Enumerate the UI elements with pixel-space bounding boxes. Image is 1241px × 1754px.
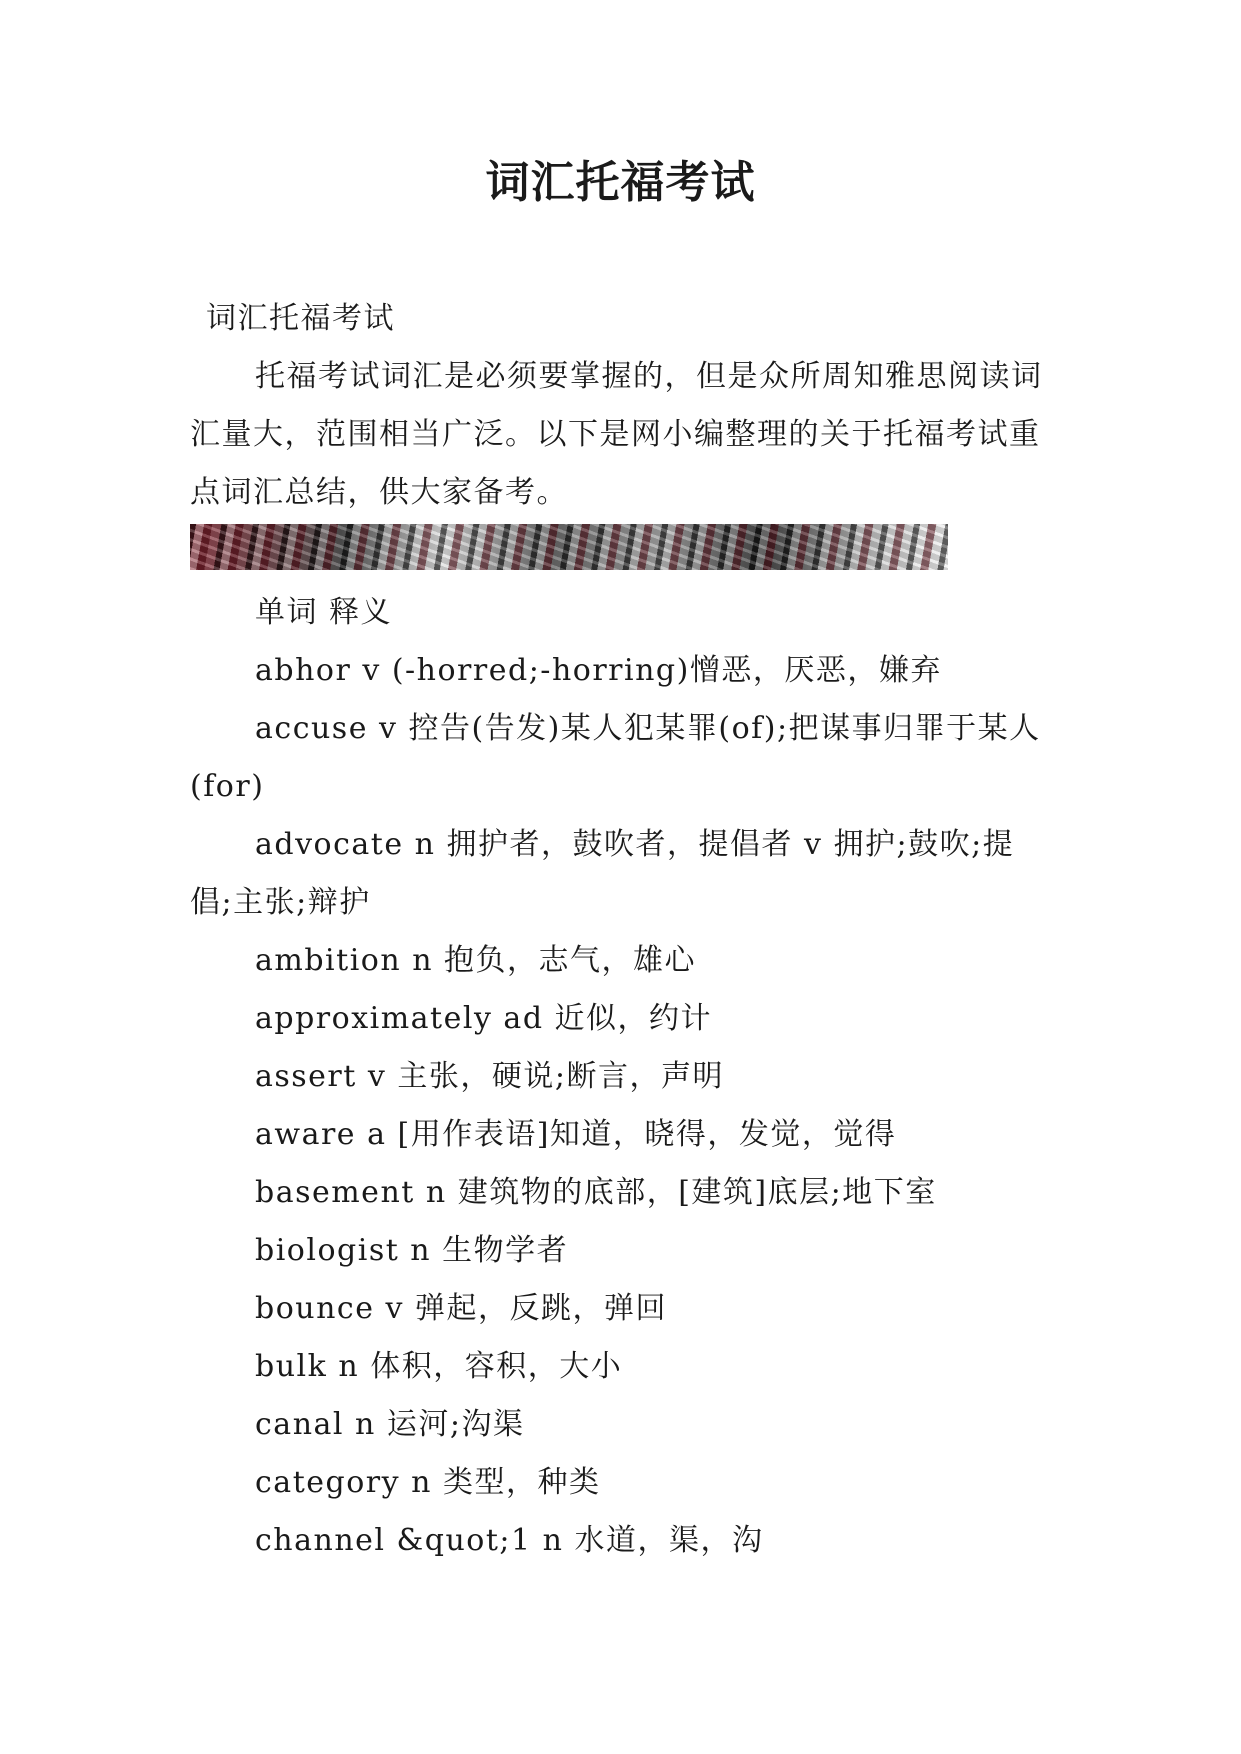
- vocab-entry-assert: assert v 主张，硬说;断言，声明: [255, 1059, 724, 1094]
- vocab-entry-biologist: biologist n 生物学者: [255, 1233, 569, 1268]
- table-header: 单词 释义: [255, 595, 393, 630]
- vocab-entry-approximately: approximately ad 近似，约计: [255, 1001, 713, 1036]
- vocab-entry-ambition: ambition n 抱负，志气，雄心: [255, 943, 697, 978]
- vocab-entry-channel: channel &quot;1 n 水道，渠，沟: [255, 1523, 764, 1558]
- vocab-entry-abhor: abhor v (-horred;-horring)憎恶，厌恶，嫌弃: [255, 653, 942, 688]
- vocab-entry-aware: aware a [用作表语]知道，晓得，发觉，觉得: [255, 1117, 897, 1152]
- vocab-entry-canal: canal n 运河;沟渠: [255, 1407, 525, 1442]
- document-body: [190, 290, 1056, 1570]
- vocab-entry-bulk: bulk n 体积，容积，大小: [255, 1349, 623, 1384]
- vocab-entry-basement: basement n 建筑物的底部，[建筑]底层;地下室: [255, 1175, 937, 1210]
- vocab-entry-accuse: accuse v 控告(告发)某人犯某罪(of);把谋事归罪于某人(for): [190, 711, 1041, 804]
- vocab-entry-advocate: advocate n 拥护者，鼓吹者，提倡者 v 拥护;鼓吹;提倡;主张;辩护: [190, 827, 1015, 920]
- document-title: 词汇托福考试: [485, 157, 756, 208]
- vocab-entry-category: category n 类型，种类: [255, 1465, 601, 1500]
- intro-paragraph: 托福考试词汇是必须要掌握的，但是众所周知雅思阅读词汇量大，范围相当广泛。以下是网小编整理的关于托福考试重点词汇总结，供大家备考。: [190, 359, 1043, 510]
- subheading: 词汇托福考试: [206, 301, 395, 336]
- vocab-entry-bounce: bounce v 弹起，反跳，弹回: [255, 1291, 667, 1326]
- banner-photo: [190, 524, 948, 570]
